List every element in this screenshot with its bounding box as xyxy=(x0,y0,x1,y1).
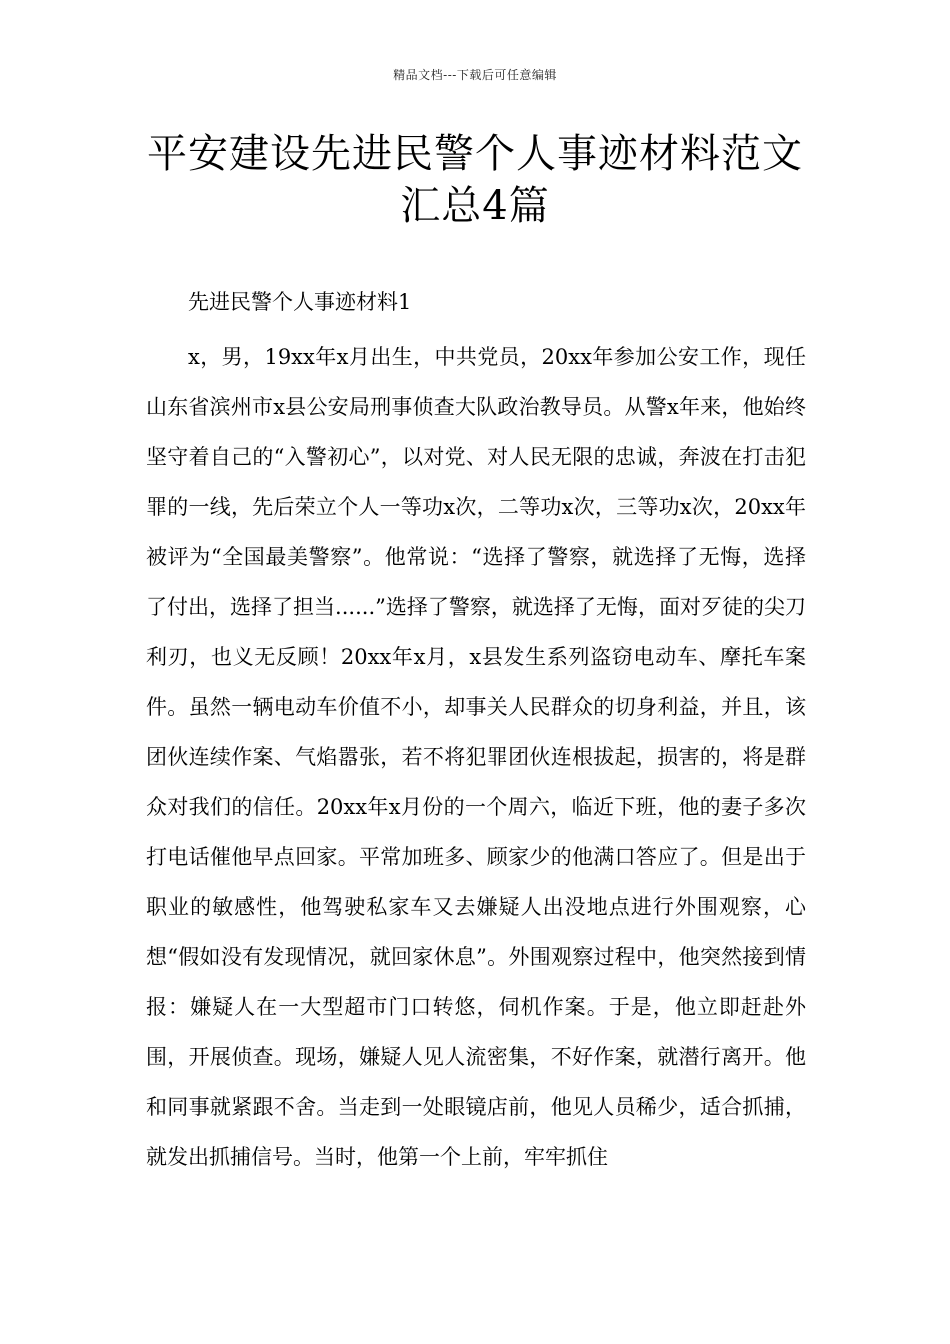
section-heading: 先进民警个人事迹材料1 xyxy=(188,290,412,314)
body-paragraph: x，男，19xx年x月出生，中共党员，20xx年参加公安工作，现任山东省滨州市x县公安局刑事侦查大队政治教导员。从警x年来，他始终坚守着自己的“入警初心”，以对党、对人民无限的忠诚，奔波在打击犯罪的一线，先后荣立个人一等功x次，二等功x次，三等功x次，20xx年被评为“全国最美警察”。他常说：“选择了警察，就选择了无悔，选择了付出，选择了担当......”选择了警察，就选择了无悔，面对歹徒的尖刀利刃，也义无反顾！20xx年x月，x县发生系列盗窃电动车、摩托车案件。虽然一辆电动车价值不小，却事关人民群众的切身利益，并且，该团伙连续作案、气焰嚣张，若不将犯罪团伙连根拔起，损害的，将是群众对我们的信任。20xx年x月份的一个周六，临近下班，他的妻子多次打电话催他早点回家。平常加班多、顾家少的他满口答应了。但是出于职业的敏感性，他驾驶私家车又去嫌疑人出没地点进行外围观察，心想“假如没有发现情况，就回家休息”。外围观察过程中，他突然接到情报：嫌疑人在一大型超市门口转悠，伺机作案。于是，他立即赶赴外围，开展侦查。现场，嫌疑人见人流密集，不好作案，就潜行离开。他和同事就紧跟不舍。当走到一处眼镜店前，他见人员稀少，适合抓捕，就发出抓捕信号。当时，他第一个上前，牢牢抓住 xyxy=(146,345,806,1169)
document-title: 平安建设先进民警个人事迹材料范文汇总4篇 xyxy=(147,131,803,229)
header-note: 精品文档---下载后可任意编辑 xyxy=(393,68,557,82)
